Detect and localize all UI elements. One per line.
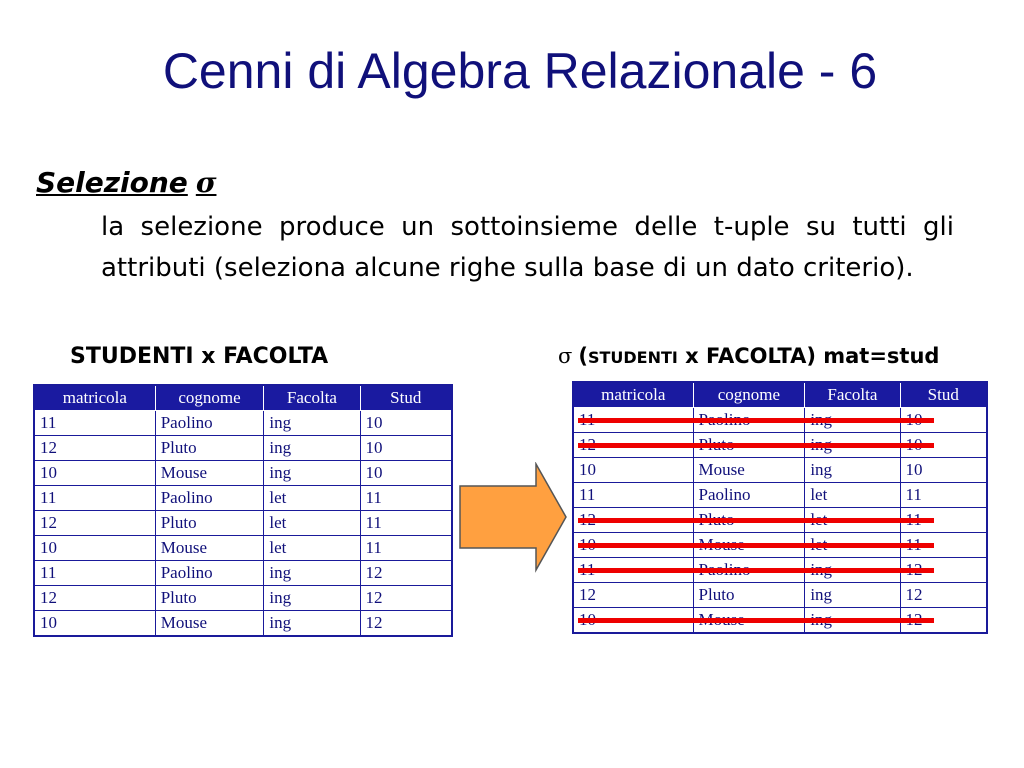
strike-line <box>578 418 934 423</box>
table-header-row <box>573 382 987 408</box>
table-cell: Paolino <box>155 411 264 436</box>
table-row <box>573 483 987 508</box>
table-cell: 11 <box>360 486 452 511</box>
column-header: Facolta <box>264 385 360 411</box>
table-cell: 10 <box>360 436 452 461</box>
table-cell: 12 <box>573 583 693 608</box>
table-cell: Paolino <box>155 561 264 586</box>
table-cell: 10 <box>360 461 452 486</box>
table-cell: 11 <box>360 536 452 561</box>
page-title: Cenni di Algebra Relazionale - 6 <box>162 43 878 99</box>
table-row <box>34 511 452 536</box>
table-cell: let <box>264 486 360 511</box>
table-row <box>34 486 452 511</box>
selection-description: la selezione produce un sottoinsieme delle t-uple su tutti gli attributi (seleziona alcune righe sulla base di un dato criterio). <box>101 212 954 283</box>
table-cell: Pluto <box>155 586 264 611</box>
caption-rest: x FACOLTA) mat=stud <box>677 344 940 368</box>
strike-line <box>578 518 934 523</box>
table-cell: Mouse <box>155 461 264 486</box>
table-cell: ing <box>805 583 900 608</box>
strike-line <box>578 618 934 623</box>
sigma-symbol-caption: σ <box>558 344 573 368</box>
table-row <box>34 411 452 436</box>
column-header: cognome <box>693 382 805 408</box>
table-row <box>34 586 452 611</box>
right-table-caption <box>558 344 939 368</box>
table-cell: 10 <box>34 461 155 486</box>
table-cell: ing <box>264 436 360 461</box>
table-cell: 12 <box>34 436 155 461</box>
column-header: cognome <box>155 385 264 411</box>
table-cell: 10 <box>34 536 155 561</box>
table-cell: 12 <box>34 511 155 536</box>
table-cell: ing <box>264 411 360 436</box>
table-cell: 11 <box>360 511 452 536</box>
column-header: Stud <box>360 385 452 411</box>
table-cell: Mouse <box>155 536 264 561</box>
table-cell: let <box>264 536 360 561</box>
table-cell: ing <box>264 461 360 486</box>
table-cell: 11 <box>34 561 155 586</box>
table-cell: Pluto <box>693 583 805 608</box>
table-cell: Pluto <box>155 436 264 461</box>
table-row <box>573 458 987 483</box>
strike-line <box>578 568 934 573</box>
table-row <box>34 561 452 586</box>
left-table-caption: STUDENTI x FACOLTA <box>70 344 329 369</box>
table-header-row <box>34 385 452 411</box>
column-header: matricola <box>573 382 693 408</box>
table-cell: Paolino <box>693 483 805 508</box>
caption-studenti: STUDENTI <box>587 348 678 367</box>
table-cell: Paolino <box>155 486 264 511</box>
table-row <box>34 461 452 486</box>
selection-heading <box>36 166 216 199</box>
sigma-symbol: σ <box>195 166 217 199</box>
table-cell: 11 <box>34 411 155 436</box>
column-header: matricola <box>34 385 155 411</box>
table-cell: 12 <box>360 611 452 637</box>
table-row <box>34 611 452 637</box>
selection-heading-text: Selezione <box>36 166 188 199</box>
table-cell: 12 <box>360 561 452 586</box>
table-cell: 12 <box>360 586 452 611</box>
table-row <box>34 536 452 561</box>
studenti-x-facolta-table <box>33 384 453 637</box>
table-cell: 10 <box>360 411 452 436</box>
table-cell: ing <box>264 561 360 586</box>
table-cell: 11 <box>34 486 155 511</box>
table-cell: let <box>805 483 900 508</box>
caption-open-paren: ( <box>578 344 588 368</box>
table-cell: let <box>264 511 360 536</box>
table-cell: 12 <box>34 586 155 611</box>
table-cell: 10 <box>34 611 155 637</box>
table-cell: Mouse <box>693 458 805 483</box>
table-cell: Pluto <box>155 511 264 536</box>
column-header: Stud <box>900 382 987 408</box>
table-cell: 11 <box>900 483 987 508</box>
strike-line <box>578 443 934 448</box>
table-cell: ing <box>264 586 360 611</box>
strike-line <box>578 543 934 548</box>
table-row <box>34 436 452 461</box>
table-cell: Mouse <box>155 611 264 637</box>
table-cell: 10 <box>573 458 693 483</box>
table-cell: ing <box>264 611 360 637</box>
table-cell: 11 <box>573 483 693 508</box>
table-cell: ing <box>805 458 900 483</box>
right-arrow-icon <box>458 462 570 574</box>
table-cell: 10 <box>900 458 987 483</box>
table-row <box>573 583 987 608</box>
table-cell: 12 <box>900 583 987 608</box>
column-header: Facolta <box>805 382 900 408</box>
